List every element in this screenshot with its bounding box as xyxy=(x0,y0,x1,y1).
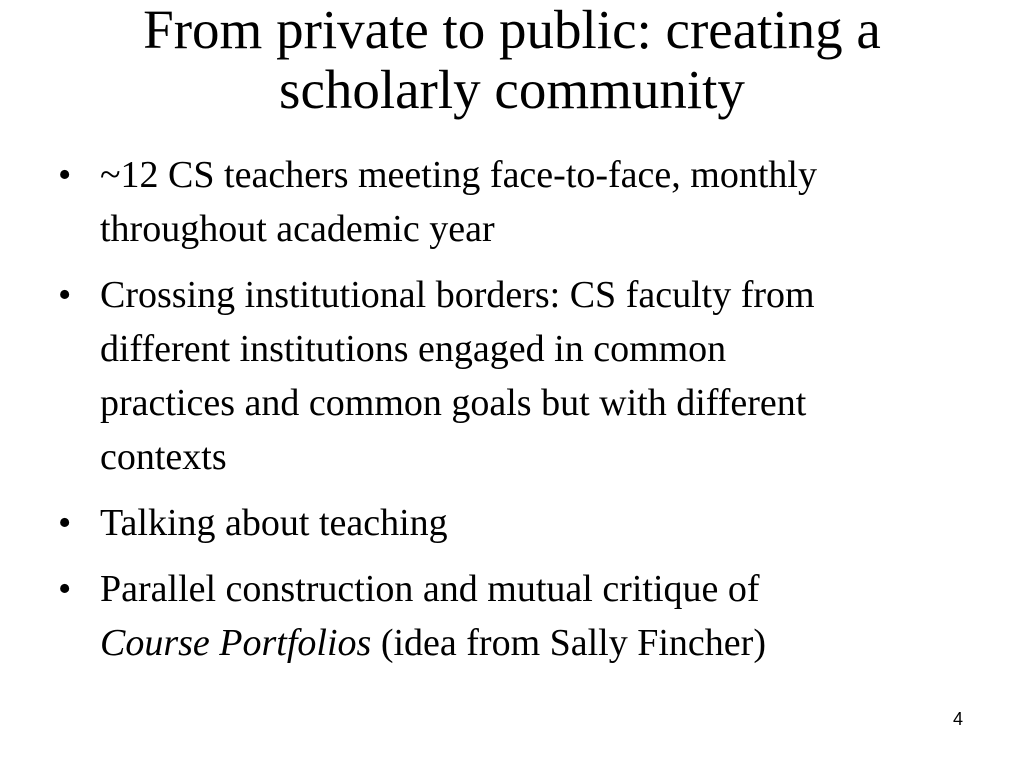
slide-title-line-1: From private to public: creating a xyxy=(143,0,881,60)
bullet-list xyxy=(55,148,975,682)
bullet-text-line: Crossing institutional borders: CS faculty from xyxy=(100,274,815,316)
slide-title-line-2: scholarly community xyxy=(279,59,745,120)
bullet-text-line: ~12 CS teachers meeting face-to-face, monthly xyxy=(100,154,817,196)
bullet-item-course-portfolios xyxy=(55,562,975,670)
bullet-item-institutional-borders xyxy=(55,268,975,484)
bullet-item-meetings xyxy=(55,148,975,256)
slide-title xyxy=(40,0,984,120)
bullet-text-line: contexts xyxy=(100,436,227,478)
slide-number: 4 xyxy=(952,709,963,729)
course-portfolios-emphasis: Course Portfolios xyxy=(100,622,372,664)
bullet-marker: • xyxy=(58,568,72,610)
bullet-marker: • xyxy=(58,274,72,316)
bullet-text-line: Talking about teaching xyxy=(100,502,448,544)
bullet-text-line: Parallel construction and mutual critique of xyxy=(100,568,760,610)
bullet-item-talking-teaching xyxy=(55,496,975,550)
bullet-marker: • xyxy=(58,154,72,196)
bullet-text-line: (idea from Sally Fincher) xyxy=(371,622,766,664)
bullet-text-line: practices and common goals but with different xyxy=(100,382,807,424)
bullet-marker: • xyxy=(58,502,72,544)
bullet-text-line: throughout academic year xyxy=(100,208,495,250)
bullet-text-line: different institutions engaged in common xyxy=(100,328,727,370)
